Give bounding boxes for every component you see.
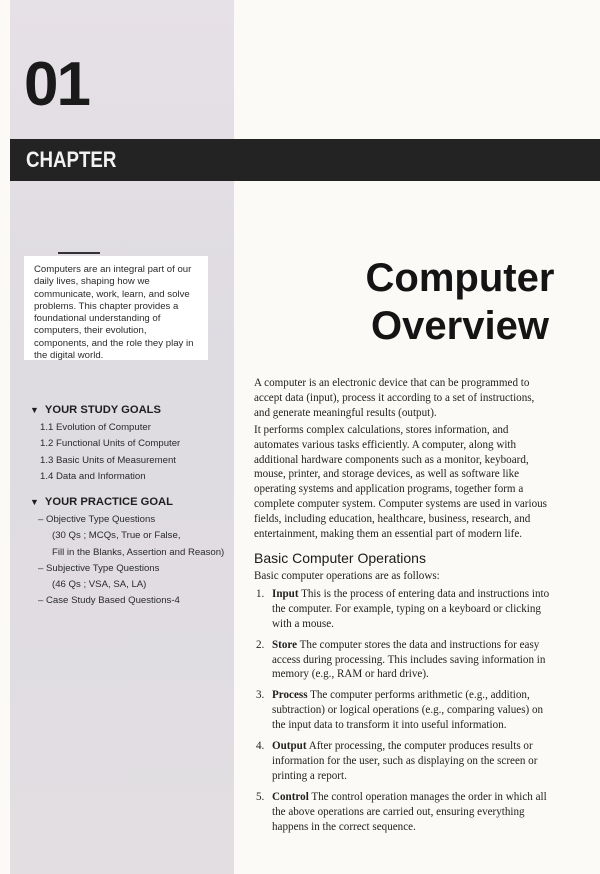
item-term: Output [272, 740, 307, 753]
item-term: Control [272, 790, 309, 803]
list-item: – Objective Type Questions [38, 514, 156, 525]
section-lead: Basic computer operations are as follows: [254, 569, 440, 582]
intro-box [24, 256, 208, 360]
practice-goal-list [38, 512, 224, 610]
item-text: The control operation manages the order in which all the above operations are carried out, ensuring everything happens in the correct sequence. [272, 790, 547, 833]
list-item: 1.4 Data and Information [40, 470, 146, 482]
intro-text: Computers are an integral part of our daily lives, shaping how we communicate, work, learn, and solve problems. This chapter provides a foundational understanding of computers, their evolution, components, and the role they play in the digital world. [34, 264, 194, 362]
item-term: Store [272, 638, 298, 651]
section-heading: Basic Computer Operations [254, 549, 426, 566]
item-number: 1. [256, 587, 265, 600]
item-term: Input [272, 587, 299, 600]
study-goals-heading: ▼ YOUR STUDY GOALS [30, 404, 161, 416]
list-item [254, 688, 550, 733]
page-title [330, 254, 590, 350]
title-line-2: Overview [371, 304, 549, 348]
list-item: (46 Qs ; VSA, SA, LA) [52, 579, 147, 591]
list-item: 1.3 Basic Units of Measurement [40, 454, 176, 466]
list-item: Fill in the Blanks, Assertion and Reason) [52, 546, 225, 558]
item-number: 3. [256, 689, 265, 702]
list-item [254, 790, 550, 835]
list-item: (30 Qs ; MCQs, True or False, [52, 530, 181, 542]
paragraph: It performs complex calculations, stores information, and automates various tasks efficiently. A computer, along with additional hardware components such as a monitor, keyboard, mouse, printer, and storage devices, as well as software like operating systems and application programs, together form a complete computer system. Computer systems are used in various fields, including education, healthcare, business, research, and entertainment, making them an essential part of modern life. [254, 423, 547, 541]
list-item [254, 638, 550, 683]
list-item [254, 587, 550, 632]
item-number: 4. [256, 740, 265, 753]
item-number: 5. [256, 790, 265, 803]
chapter-number: 01 [24, 50, 89, 119]
main-content [254, 376, 550, 840]
intro-rule [58, 252, 100, 254]
chapter-banner [10, 139, 600, 181]
study-goals-list [40, 420, 180, 485]
title-line-1: Computer [365, 256, 555, 300]
item-term: Process [272, 689, 308, 702]
paragraph: A computer is an electronic device that can be programmed to accept data (input), process it according to a set of instructions, and generate meaningful results (output). [254, 377, 535, 419]
list-item [254, 739, 550, 784]
list-item: 1.2 Functional Units of Computer [40, 438, 181, 450]
triangle-down-icon: ▼ [30, 497, 39, 507]
triangle-down-icon: ▼ [30, 405, 39, 415]
operations-list [254, 587, 550, 835]
chapter-label: CHAPTER [26, 147, 117, 172]
item-text: The computer stores the data and instructions for easy access during processing. This includes saving information in memory (e.g., RAM or hard drive). [272, 638, 546, 681]
list-item: – Case Study Based Questions-4 [38, 595, 180, 607]
list-item: – Subjective Type Questions [38, 562, 160, 574]
item-text: The computer performs arithmetic (e.g., addition, subtraction) or logical operations (e.g., comparing values) on the input data to transform it into useful information. [272, 689, 544, 732]
item-number: 2. [256, 638, 265, 651]
practice-goal-heading: ▼ YOUR PRACTICE GOAL [30, 496, 173, 508]
item-text: This is the process of entering data and instructions into the computer. For example, typing on a keyboard or clicking with a mouse. [272, 587, 550, 630]
item-text: After processing, the computer produces results or information for the user, such as displaying on the screen or printing a report. [272, 740, 538, 782]
list-item: 1.1 Evolution of Computer [40, 422, 151, 433]
